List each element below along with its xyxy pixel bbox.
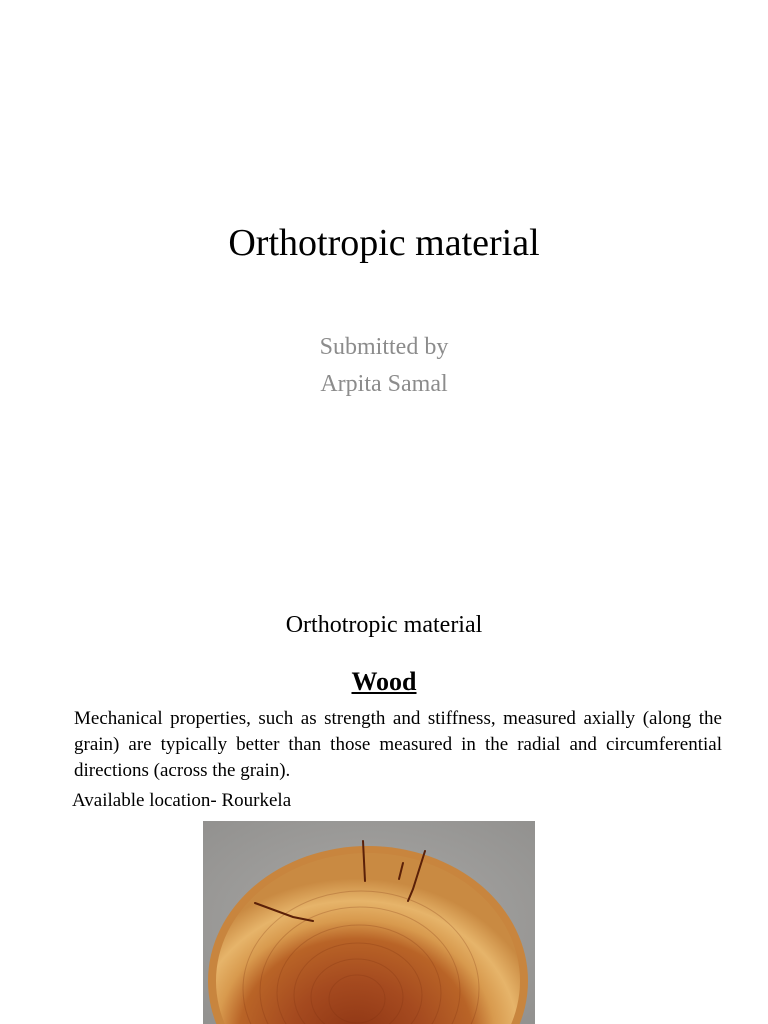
author-name: Arpita Samal [320, 371, 448, 397]
submitted-by-label: Submitted by [319, 334, 449, 360]
available-location: Available location- Rourkela [72, 790, 292, 811]
wood-description: Mechanical properties, such as strength and stiffness, measured axially (along the grain) are typically better than those measured in the radial and circumferential directions (across the grain). [74, 708, 722, 781]
wood-heading: Wood [351, 667, 417, 696]
presentation-title: Orthotropic material [228, 222, 540, 264]
wood-cross-section-photo [203, 821, 535, 1024]
slide-title: Orthotropic material [285, 612, 483, 638]
